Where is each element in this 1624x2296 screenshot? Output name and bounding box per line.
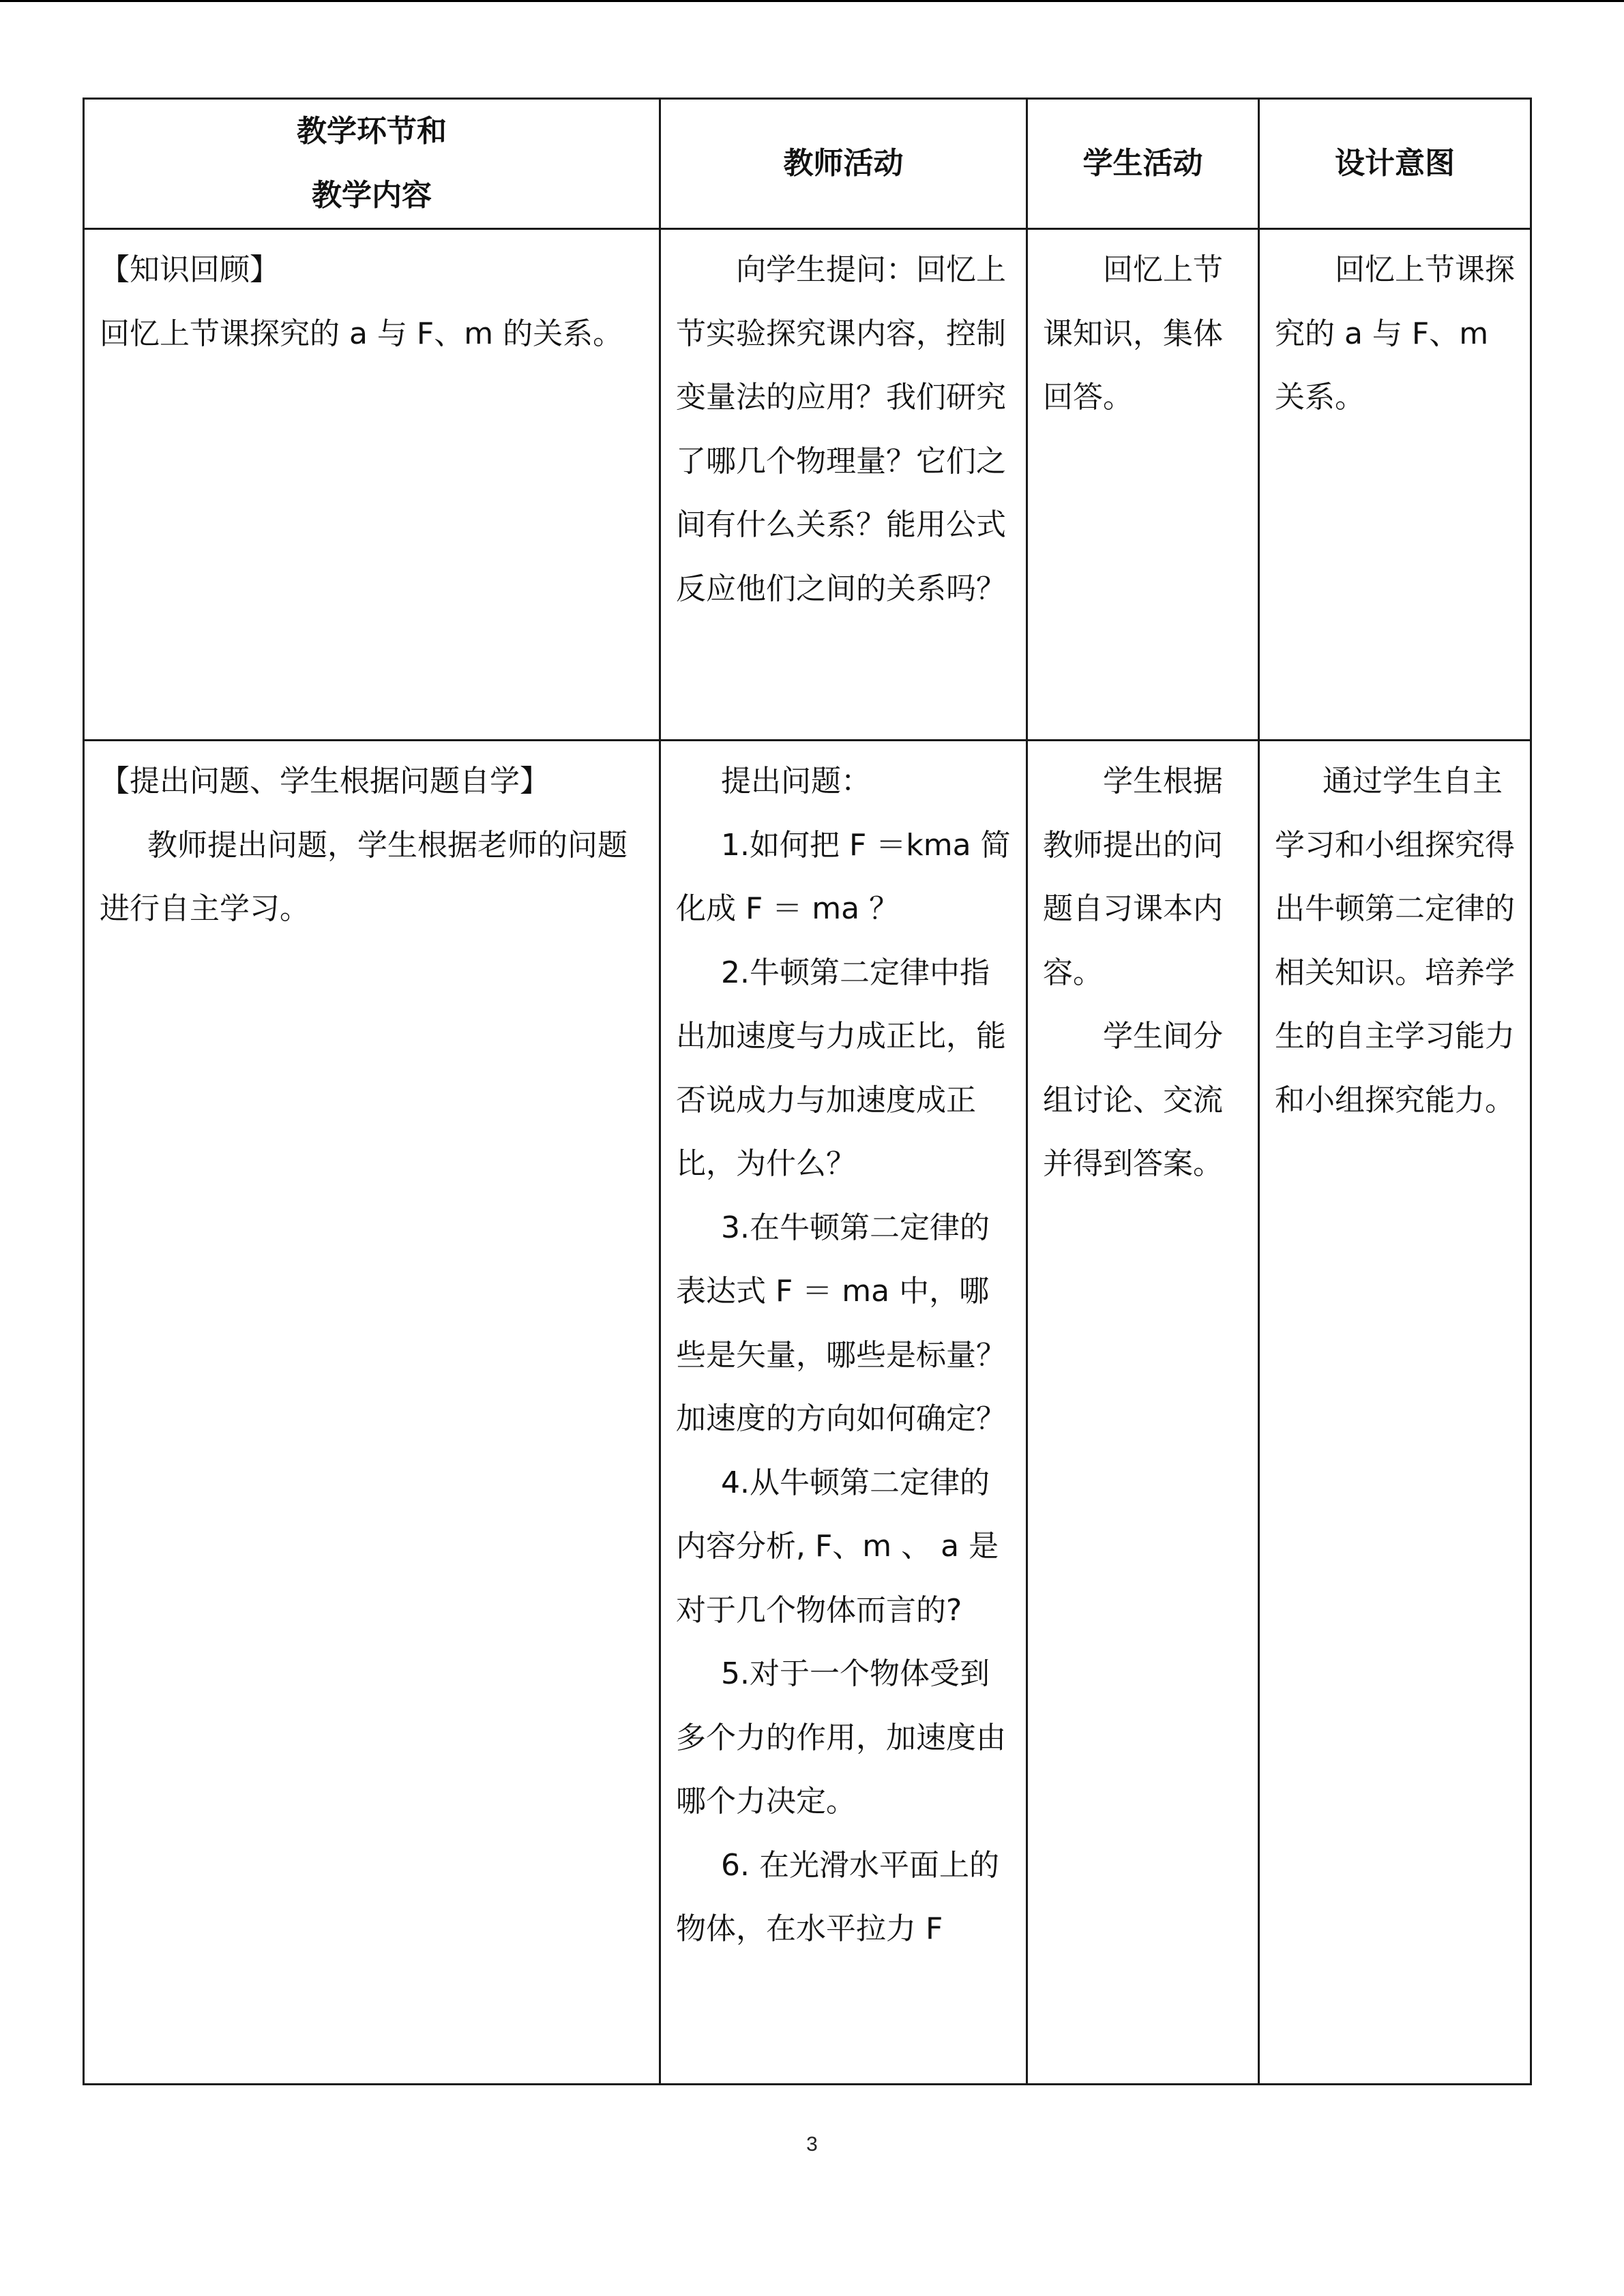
- section-cell: [84, 229, 660, 741]
- table-header-row: [84, 99, 1531, 229]
- teacher-question: 4.从牛顿第二定律的内容分析, F、m 、 a 是对于几个物体而言的?: [676, 1465, 999, 1628]
- teacher-activity-cell: [660, 741, 1027, 2085]
- top-border-line: [0, 0, 1624, 2]
- student-text: 学生根据教师提出的问题自习课本内容。: [1043, 764, 1223, 990]
- section-title: 【提出问题、学生根据问题自学】: [100, 764, 550, 799]
- section-text: 教师提出问题，学生根据老师的问题进行自主学习。: [100, 827, 628, 926]
- intent-text: 回忆上节课探究的 a 与 F、m 关系。: [1275, 252, 1515, 415]
- section-title: 【知识回顾】: [100, 252, 280, 287]
- teacher-question: 3.在牛顿第二定律的表达式 F ＝ ma 中，哪些是矢量，哪些是标量？加速度的方向如何确定？: [676, 1210, 1006, 1436]
- header-student-activity: 学生活动: [1027, 99, 1259, 229]
- teacher-question: 1.如何把 F ＝kma 简化成 F ＝ ma ？: [676, 827, 1011, 926]
- teacher-text: 向学生提问：回忆上节实验探究课内容，控制变量法的应用？我们研究了哪几个物理量？它们之间有什么关系？能用公式反应他们之间的关系吗？: [676, 252, 1006, 606]
- section-text: 回忆上节课探究的 a 与 F、m 的关系。: [100, 316, 623, 351]
- lesson-plan-table: [83, 98, 1532, 2085]
- teacher-question: 5.对于一个物体受到多个力的作用，加速度由哪个力决定。: [676, 1656, 1006, 1819]
- student-activity-cell: [1027, 229, 1259, 741]
- page-number: 3: [806, 2133, 818, 2156]
- section-cell: [84, 741, 660, 2085]
- table-row: [84, 229, 1531, 741]
- teacher-question: 2.牛顿第二定律中指出加速度与力成正比，能否说成力与加速度成正比，为什么？: [676, 955, 1006, 1181]
- teacher-question: 提出问题：: [721, 764, 871, 799]
- intent-text: 通过学生自主学习和小组探究得出牛顿第二定律的相关知识。培养学生的自主学习能力和小组探究能力。: [1275, 764, 1515, 1118]
- teacher-question: 6. 在光滑水平面上的物体，在水平拉力 F: [676, 1847, 999, 1946]
- student-activity-cell: [1027, 741, 1259, 2085]
- teacher-activity-cell: [660, 229, 1027, 741]
- design-intent-cell: [1259, 229, 1531, 741]
- student-text: 回忆上节课知识，集体回答。: [1043, 252, 1223, 415]
- student-text: 学生间分组讨论、交流并得到答案。: [1043, 1019, 1223, 1181]
- table-row: [84, 741, 1531, 2085]
- design-intent-cell: [1259, 741, 1531, 2085]
- header-section-content: 教学环节和 教学内容: [84, 99, 660, 229]
- header-teacher-activity: 教师活动: [660, 99, 1027, 229]
- header-design-intent: 设计意图: [1259, 99, 1531, 229]
